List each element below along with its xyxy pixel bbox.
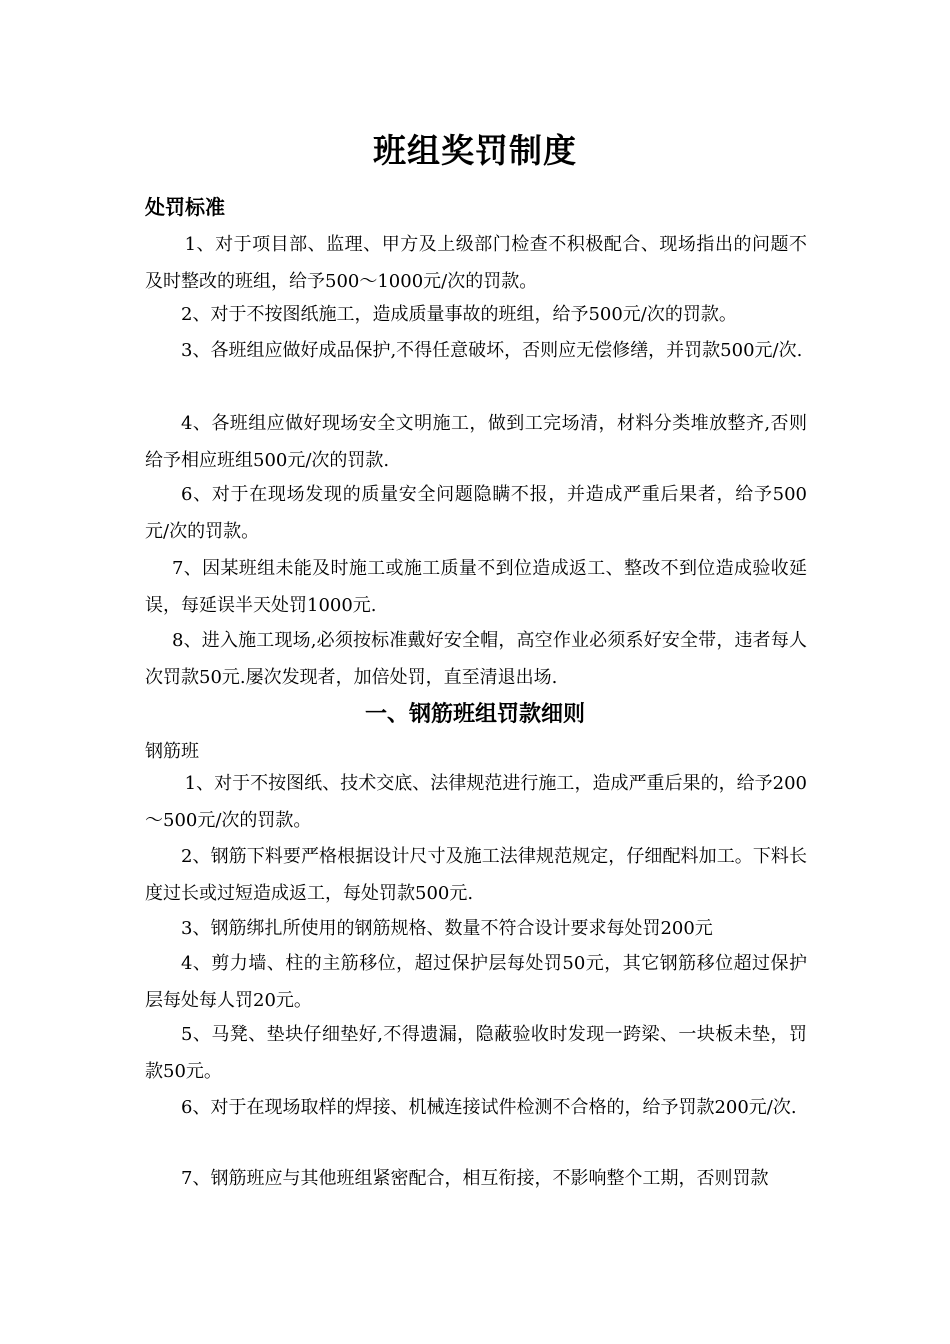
penalty-item-8: 8、进入施工现场,必须按标准戴好安全帽，高空作业必须系好安全带，违者每人次罚款50元.屡次发现者，加倍处罚，直至清退出场. <box>145 630 807 688</box>
penalty-standard-heading: 处罚标准 <box>145 195 225 219</box>
penalty-item-4: 4、各班组应做好现场安全文明施工，做到工完场清，材料分类堆放整齐,否则给予相应班组500元/次的罚款. <box>145 413 807 471</box>
penalty-item-6: 6、对于在现场发现的质量安全问题隐瞒不报，并造成严重后果者，给予500元/次的罚款。 <box>145 484 807 542</box>
penalty-item-7: 7、因某班组未能及时施工或施工质量不到位造成返工、整改不到位造成验收延误，每延误半天处罚1000元. <box>145 558 807 616</box>
rebar-item-6: 6、对于在现场取样的焊接、机械连接试件检测不合格的，给予罚款200元/次. <box>181 1097 797 1118</box>
penalty-item-1: 1、对于项目部、监理、甲方及上级部门检查不积极配合、现场指出的问题不及时整改的班组，给予500～1000元/次的罚款。 <box>145 234 807 292</box>
penalty-item-2: 2、对于不按图纸施工，造成质量事故的班组，给予500元/次的罚款。 <box>181 304 737 325</box>
rebar-item-2: 2、钢筋下料要严格根据设计尺寸及施工法律规范规定，仔细配料加工。下料长度过长或过短造成返工，每处罚款500元. <box>145 846 807 904</box>
rebar-item-3: 3、钢筋绑扎所使用的钢筋规格、数量不符合设计要求每处罚200元 <box>181 918 713 939</box>
rebar-item-4: 4、剪力墙、柱的主筋移位，超过保护层每处罚50元，其它钢筋移位超过保护层每处每人罚20元。 <box>145 953 807 1011</box>
rebar-team-label: 钢筋班 <box>145 741 199 762</box>
document-title: 班组奖罚制度 <box>373 131 577 170</box>
penalty-item-3: 3、各班组应做好成品保护,不得任意破坏，否则应无偿修缮，并罚款500元/次. <box>181 340 803 361</box>
rebar-item-5: 5、马凳、垫块仔细垫好,不得遗漏，隐蔽验收时发现一跨梁、一块板未垫，罚款50元。 <box>145 1024 807 1082</box>
rebar-section-heading: 一、钢筋班组罚款细则 <box>364 702 585 727</box>
rebar-item-1: 1、对于不按图纸、技术交底、法律规范进行施工，造成严重后果的，给予200～500元/次的罚款。 <box>145 773 807 831</box>
rebar-item-7: 7、钢筋班应与其他班组紧密配合，相互衔接，不影响整个工期，否则罚款 <box>181 1168 769 1189</box>
